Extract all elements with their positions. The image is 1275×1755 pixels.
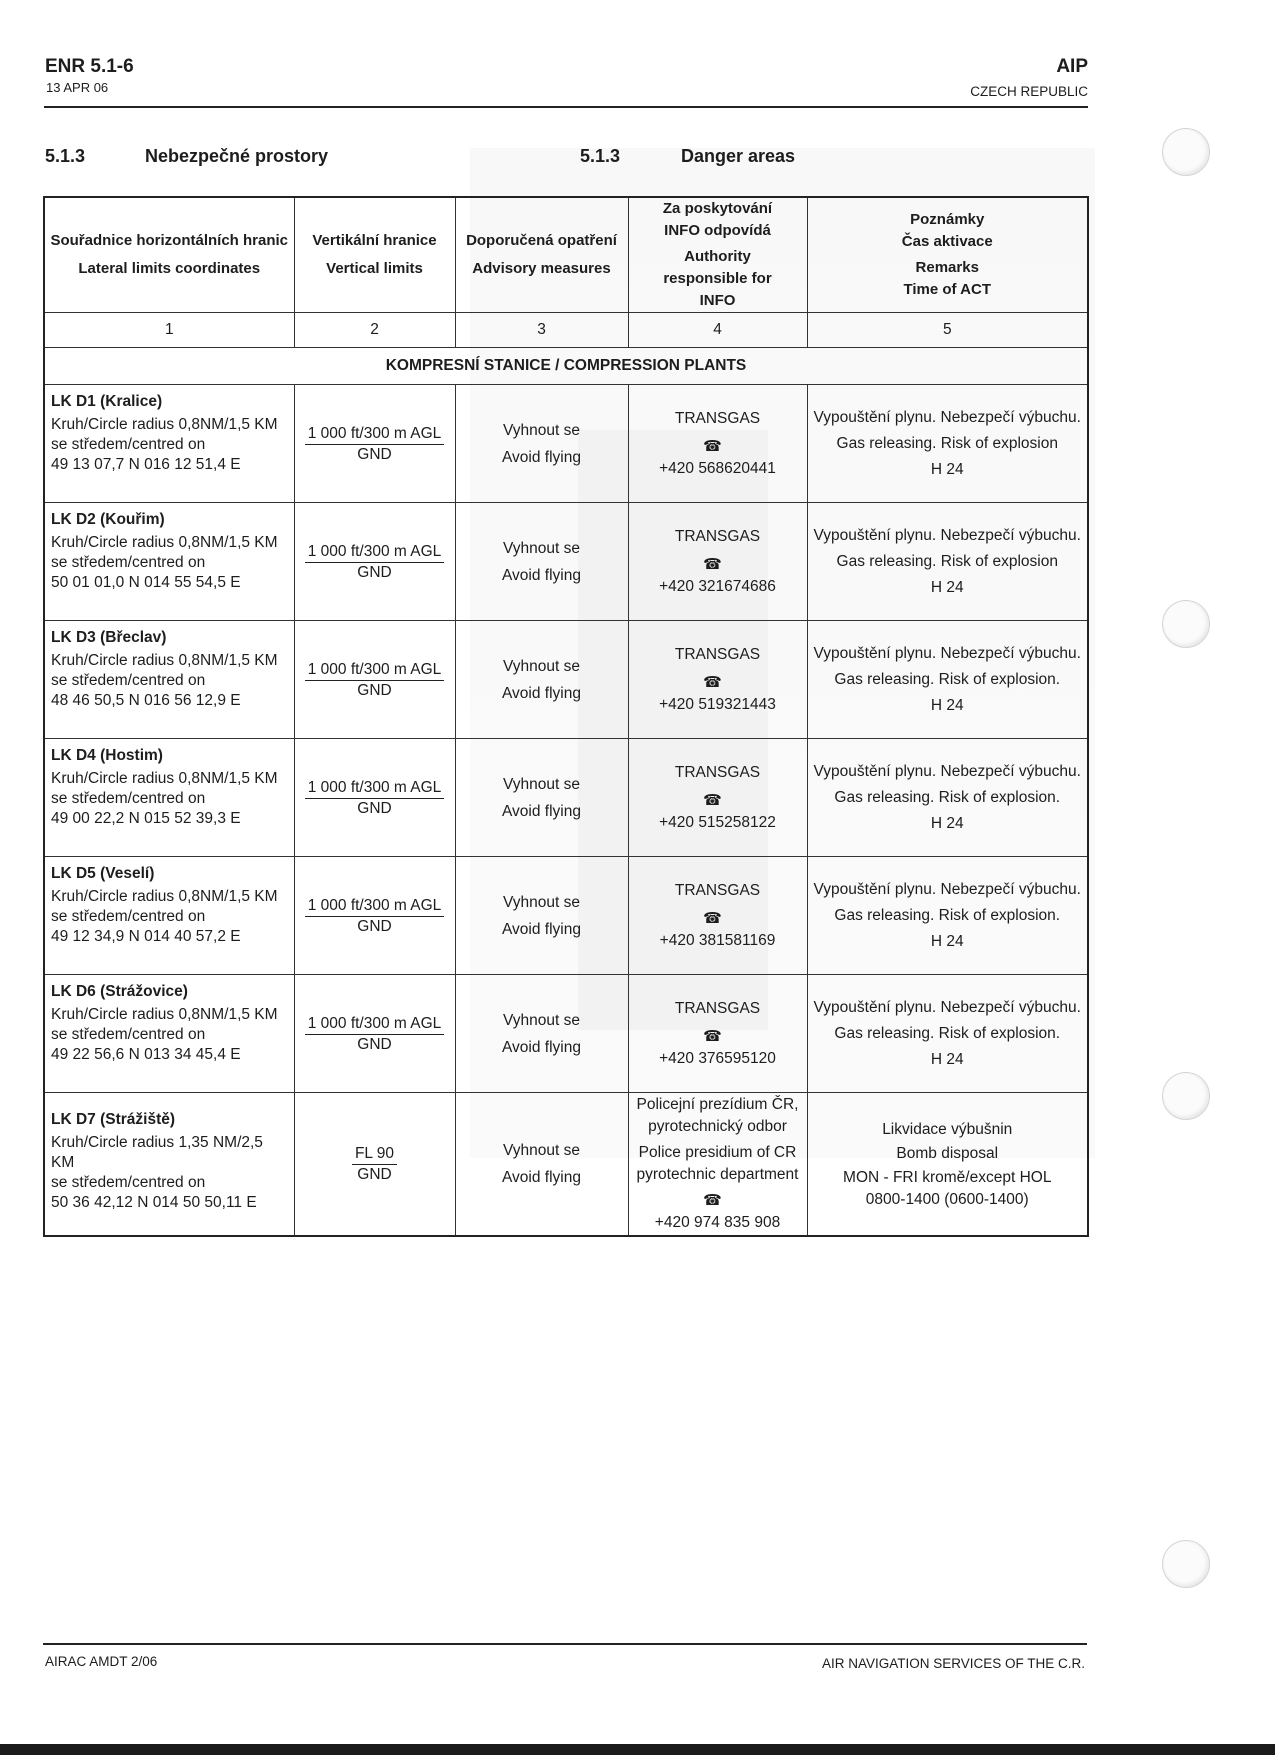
lower-limit: GND [357, 799, 392, 817]
col-header-remarks [807, 197, 1088, 313]
footer-amendment: AIRAC AMDT 2/06 [45, 1654, 158, 1669]
area-centre-label: se středem/centred on [51, 1174, 206, 1191]
lower-limit: GND [357, 681, 392, 699]
lower-limit: GND [357, 917, 392, 935]
vertical-limits-cell [294, 621, 455, 739]
remarks-cell [807, 975, 1088, 1093]
authority-cell [628, 503, 807, 621]
area-centre-label: se středem/centred on [51, 554, 206, 571]
lateral-limits-cell [44, 503, 294, 621]
header-divider [44, 106, 1088, 108]
remarks-cell [807, 385, 1088, 503]
table-row [44, 1093, 1088, 1237]
area-name: LK D5 (Veselí) [51, 865, 155, 882]
remarks-cell [807, 621, 1088, 739]
country-name: CZECH REPUBLIC [970, 84, 1088, 99]
upper-limit: 1 000 ft/300 m AGL [305, 778, 445, 799]
telephone-icon: ☎ [703, 673, 722, 691]
lateral-limits-cell [44, 621, 294, 739]
activation-time: H 24 [930, 932, 964, 950]
area-radius: Kruh/Circle radius 0,8NM/1,5 KM [51, 534, 278, 551]
advisory-cz: Vyhnout se [503, 1142, 580, 1159]
authority-cell [628, 385, 807, 503]
area-centre-label: se středem/centred on [51, 436, 206, 453]
remark-line: 0800-1400 (0600-1400) [865, 1191, 1029, 1208]
section-number-cz: 5.1.3 [45, 146, 86, 166]
authority-name: TRANSGAS [674, 645, 761, 663]
authority-phone: +420 519321443 [659, 695, 776, 713]
punch-hole [1162, 600, 1210, 648]
vertical-limits-cell [294, 857, 455, 975]
area-coordinates: 50 36 42,12 N 014 50 50,11 E [51, 1194, 257, 1211]
remark-en: Gas releasing. Risk of explosion. [834, 906, 1061, 924]
publication-title: AIP [1056, 56, 1088, 77]
lower-limit: GND [357, 563, 392, 581]
remarks-cell [807, 503, 1088, 621]
area-radius: Kruh/Circle radius 0,8NM/1,5 KM [51, 416, 278, 433]
advisory-en: Avoid flying [502, 1038, 581, 1056]
col-header-text: Doporučená opatření [466, 232, 617, 249]
area-radius: Kruh/Circle radius 0,8NM/1,5 KM [51, 1006, 278, 1023]
area-name: LK D3 (Břeclav) [51, 629, 167, 646]
authority-cell [628, 621, 807, 739]
col-header-text: Remarks Time of ACT [903, 259, 991, 298]
lateral-limits-cell [44, 975, 294, 1093]
authority-cell [628, 739, 807, 857]
advisory-en: Avoid flying [502, 802, 581, 820]
remark-cz: Vypouštění plynu. Nebezpečí výbuchu. [813, 880, 1081, 898]
col-header-text: Souřadnice horizontálních hranic [50, 232, 289, 249]
advisory-cz: Vyhnout se [503, 893, 580, 911]
advisory-cell [455, 503, 628, 621]
area-coordinates: 48 46 50,5 N 016 56 12,9 E [51, 692, 241, 709]
section-title-en: Danger areas [681, 146, 796, 166]
remark-en: Gas releasing. Risk of explosion. [834, 788, 1061, 806]
upper-limit: 1 000 ft/300 m AGL [305, 1014, 445, 1035]
advisory-cell [455, 385, 628, 503]
vertical-limits-cell [294, 1093, 455, 1237]
authority-name: TRANSGAS [674, 409, 761, 427]
remark-cz: Vypouštění plynu. Nebezpečí výbuchu. [813, 526, 1081, 544]
table-row [44, 621, 1088, 739]
col-header-text: Authority responsible for INFO [663, 248, 772, 309]
remarks-cell [807, 857, 1088, 975]
authority-name: TRANSGAS [674, 763, 761, 781]
authority-line: pyrotechnic department [636, 1166, 799, 1183]
upper-limit: 1 000 ft/300 m AGL [305, 896, 445, 917]
advisory-cell [455, 857, 628, 975]
advisory-cz: Vyhnout se [503, 657, 580, 675]
area-coordinates: 49 22 56,6 N 013 34 45,4 E [51, 1046, 241, 1063]
activation-time: H 24 [930, 460, 964, 478]
area-radius: Kruh/Circle radius 0,8NM/1,5 KM [51, 770, 278, 787]
scan-edge [0, 1744, 1275, 1755]
column-number: 5 [807, 313, 1088, 348]
authority-phone-line [629, 554, 807, 598]
table-row [44, 857, 1088, 975]
lower-limit: GND [357, 1166, 392, 1183]
authority-phone-line [629, 1026, 807, 1070]
authority-phone-line [629, 790, 807, 834]
remark-en: Gas releasing. Risk of explosion. [834, 670, 1061, 688]
telephone-icon: ☎ [703, 555, 722, 573]
activation-time: H 24 [930, 1050, 964, 1068]
activation-time: H 24 [930, 578, 964, 596]
remark-cz: Vypouštění plynu. Nebezpečí výbuchu. [813, 644, 1081, 662]
area-coordinates: 49 00 22,2 N 015 52 39,3 E [51, 810, 241, 827]
lateral-limits-cell [44, 1093, 294, 1237]
area-centre-label: se středem/centred on [51, 790, 206, 807]
area-radius: Kruh/Circle radius 1,35 NM/2,5 KM [51, 1134, 263, 1171]
area-name: LK D6 (Strážovice) [51, 983, 188, 1000]
remark-cz: Vypouštění plynu. Nebezpečí výbuchu. [813, 762, 1081, 780]
telephone-icon: ☎ [703, 791, 722, 809]
remark-en: Gas releasing. Risk of explosion. [834, 1024, 1061, 1042]
table-row [44, 503, 1088, 621]
footer-divider [43, 1643, 1087, 1645]
telephone-icon: ☎ [703, 1027, 722, 1045]
table-row [44, 385, 1088, 503]
advisory-cz: Vyhnout se [503, 421, 580, 439]
table-row [44, 975, 1088, 1093]
col-header-authority [628, 197, 807, 313]
column-number: 1 [44, 313, 294, 348]
remark-en: Gas releasing. Risk of explosion [836, 552, 1058, 570]
vertical-limits-cell [294, 739, 455, 857]
remarks-cell [807, 739, 1088, 857]
col-header-text: Poznámky Čas aktivace [901, 211, 993, 250]
header-row [44, 197, 1088, 313]
punch-hole [1162, 128, 1210, 176]
authority-phone-line [629, 672, 807, 716]
col-header-text: Lateral limits coordinates [78, 260, 261, 277]
authority-name: TRANSGAS [674, 527, 761, 545]
document-date: 13 APR 06 [46, 80, 109, 95]
col-header-advisory [455, 197, 628, 313]
table-row [44, 739, 1088, 857]
authority-cell [628, 975, 807, 1093]
lower-limit: GND [357, 1035, 392, 1053]
advisory-en: Avoid flying [502, 448, 581, 466]
remark-line: Bomb disposal [896, 1145, 999, 1162]
area-coordinates: 49 13 07,7 N 016 12 51,4 E [51, 456, 241, 473]
area-coordinates: 50 01 01,0 N 014 55 54,5 E [51, 574, 241, 591]
advisory-cz: Vyhnout se [503, 539, 580, 557]
col-header-text: Za poskytování INFO odpovídá [662, 200, 773, 239]
advisory-en: Avoid flying [502, 920, 581, 938]
area-radius: Kruh/Circle radius 0,8NM/1,5 KM [51, 888, 278, 905]
footer-publisher: AIR NAVIGATION SERVICES OF THE C.R. [821, 1656, 1085, 1671]
upper-limit: FL 90 [352, 1144, 397, 1165]
advisory-cell [455, 621, 628, 739]
activation-time: H 24 [930, 814, 964, 832]
advisory-en: Avoid flying [502, 566, 581, 584]
remark-line: Likvidace výbušnin [882, 1121, 1013, 1138]
punch-hole [1162, 1540, 1210, 1588]
col-header-vertical [294, 197, 455, 313]
area-coordinates: 49 12 34,9 N 014 40 57,2 E [51, 928, 241, 945]
authority-phone-line [629, 1190, 807, 1234]
authority-phone: +420 376595120 [659, 1049, 776, 1067]
authority-phone: +420 568620441 [659, 459, 776, 477]
advisory-cz: Vyhnout se [503, 1011, 580, 1029]
authority-phone-line [629, 436, 807, 480]
activation-time: H 24 [930, 696, 964, 714]
area-name: LK D2 (Kouřim) [51, 511, 165, 528]
vertical-limits-cell [294, 385, 455, 503]
area-centre-label: se středem/centred on [51, 1026, 206, 1043]
advisory-cell [455, 739, 628, 857]
authority-cell [628, 1093, 807, 1237]
upper-limit: 1 000 ft/300 m AGL [305, 542, 445, 563]
authority-cell [628, 857, 807, 975]
lower-limit: GND [357, 445, 392, 463]
authority-phone: +420 515258122 [659, 813, 776, 831]
remark-en: Gas releasing. Risk of explosion [836, 434, 1058, 452]
telephone-icon: ☎ [703, 909, 722, 927]
column-number-row [44, 313, 1088, 348]
col-header-text: Vertikální hranice [312, 232, 437, 249]
column-number: 2 [294, 313, 455, 348]
vertical-limits-cell [294, 503, 455, 621]
authority-name: TRANSGAS [674, 881, 761, 899]
telephone-icon: ☎ [703, 437, 722, 455]
area-centre-label: se středem/centred on [51, 908, 206, 925]
telephone-icon: ☎ [703, 1192, 722, 1209]
remark-cz: Vypouštění plynu. Nebezpečí výbuchu. [813, 408, 1081, 426]
upper-limit: 1 000 ft/300 m AGL [305, 660, 445, 681]
area-radius: Kruh/Circle radius 0,8NM/1,5 KM [51, 652, 278, 669]
document-code: ENR 5.1-6 [45, 56, 134, 77]
authority-line: Police presidium of CR [638, 1144, 797, 1161]
area-name: LK D4 (Hostim) [51, 747, 163, 764]
area-centre-label: se středem/centred on [51, 672, 206, 689]
col-header-lateral [44, 197, 294, 313]
authority-name: TRANSGAS [674, 999, 761, 1017]
column-number: 3 [455, 313, 628, 348]
advisory-en: Avoid flying [502, 684, 581, 702]
authority-phone: +420 381581169 [659, 931, 776, 949]
area-name: LK D1 (Kralice) [51, 393, 163, 410]
authority-phone: +420 974 835 908 [654, 1214, 781, 1231]
advisory-en: Avoid flying [502, 1169, 581, 1186]
remark-cz: Vypouštění plynu. Nebezpečí výbuchu. [813, 998, 1081, 1016]
section-title-cell: KOMPRESNÍ STANICE / COMPRESSION PLANTS [44, 348, 1088, 385]
authority-line: pyrotechnický odbor [648, 1118, 787, 1135]
advisory-cz: Vyhnout se [503, 775, 580, 793]
advisory-cell [455, 1093, 628, 1237]
vertical-limits-cell [294, 975, 455, 1093]
col-header-text: Advisory measures [472, 260, 611, 277]
column-number: 4 [628, 313, 807, 348]
authority-phone-line [629, 908, 807, 952]
col-header-text: Vertical limits [326, 260, 423, 277]
upper-limit: 1 000 ft/300 m AGL [305, 424, 445, 445]
lateral-limits-cell [44, 385, 294, 503]
authority-line: Policejní prezídium ČR, [636, 1096, 799, 1113]
remark-line: MON - FRI kromě/except HOL [843, 1169, 1052, 1186]
lateral-limits-cell [44, 739, 294, 857]
danger-areas-table [43, 196, 1089, 1237]
section-number-en: 5.1.3 [580, 146, 621, 166]
lateral-limits-cell [44, 857, 294, 975]
section-title-row [44, 348, 1088, 385]
advisory-cell [455, 975, 628, 1093]
remarks-cell [807, 1093, 1088, 1237]
punch-hole [1162, 1072, 1210, 1120]
area-name: LK D7 (Strážiště) [51, 1111, 176, 1128]
section-title-cz: Nebezpečné prostory [145, 146, 329, 166]
authority-phone: +420 321674686 [659, 577, 776, 595]
